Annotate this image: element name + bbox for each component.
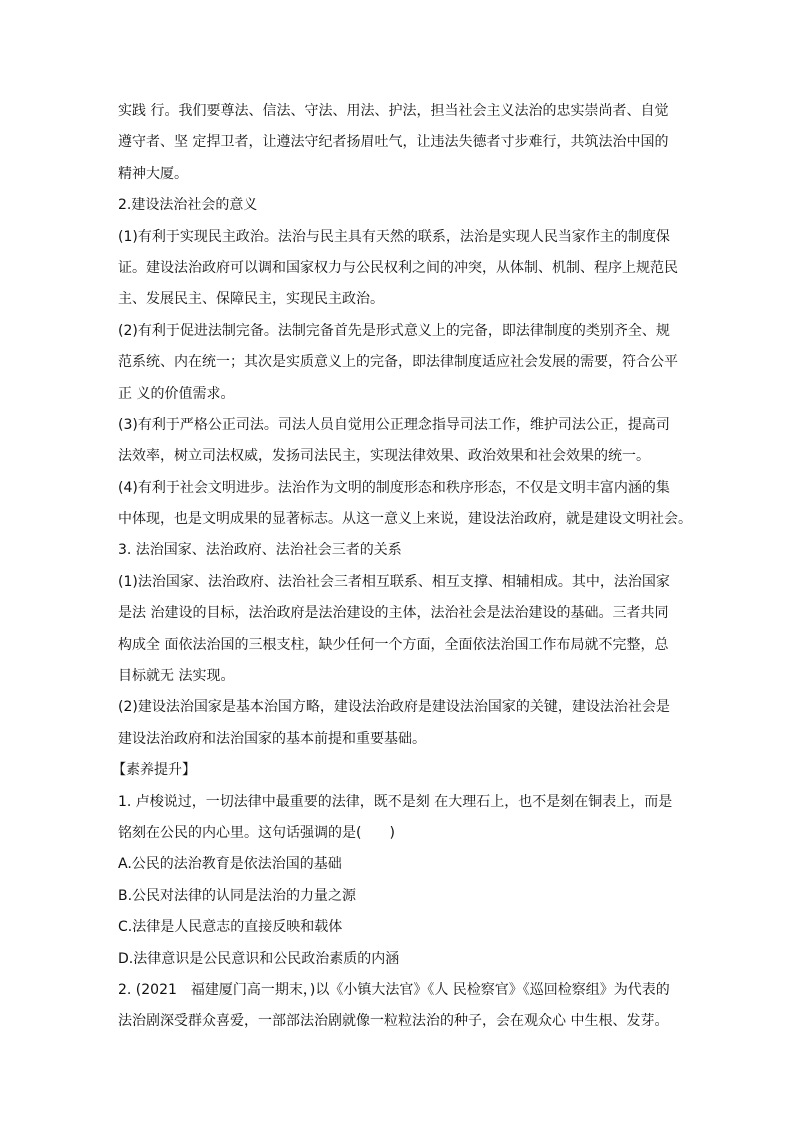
paragraph-line: (4)有利于社会文明进步。法治作为文明的制度形态和秩序形态，不仅是文明丰富内涵的集 [118,479,670,496]
paragraph-line: (1)有利于实现民主政治。法治与民主具有天然的联系，法治是实现人民当家作主的制度保 [118,228,670,245]
paragraph-line: 实践 行。我们要尊法、信法、守法、用法、护法，担当社会主义法治的忠实崇尚者、自觉 [118,103,669,119]
question-line: 2. (2021 福建厦门高一期末，)以《小镇大法官》《人 民检察官》《巡回检察组》为代表的 [118,981,670,998]
option-b: B.公民对法律的认同是法治的力量之源 [118,887,357,904]
paragraph-line: 中体现，也是文明成果的显著标志。从这一意义上来说，建设法治政府，就是建设文明社会。 [118,511,692,528]
paragraph-line: (3)有利于严格公正司法。司法人员自觉用公正理念指导司法工作，维护司法公正，提高司 [118,416,670,433]
paragraph-line: 目标就无 法实现。 [118,668,235,685]
paragraph-line: 主、发展民主、保障民主，实现民主政治。 [118,291,384,308]
paragraph-line: 证。建设法治政府可以调和国家权力与公民权利之间的冲突，从体制、机制、程序上规范民 [118,259,678,276]
paragraph-line: (2)建设法治国家是基本治国方略，建设法治政府是建设法治国家的关键，建设法治社会是 [118,699,670,716]
section-title-suyang-tisheng: 【素养提升】 [112,762,196,779]
question-line: 铭刻在公民的内心里。这句话强调的是( ) [118,824,395,841]
paragraph-line: 构成全 面依法治国的三根支柱，缺少任何一个方面，全面依法治国工作布局就不完整，总 [118,636,669,653]
paragraph-line: 法效率，树立司法权威，发扬司法民主，实现法律效果、政治效果和社会效果的统一。 [118,448,650,465]
section-heading: 2.建设法治社会的意义 [118,197,258,214]
document-body [112,96,692,1038]
paragraph-line: (1)法治国家、法治政府、法治社会三者相互联系、相互支撑、相辅相成。其中，法治国家 [118,573,670,590]
section-heading: 3. 法治国家、法治政府、法治社会三者的关系 [118,542,402,559]
paragraph-line: 范系统、内在统一；其次是实质意义上的完备，即法律制度适应社会发展的需要，符合公平 [118,354,678,371]
question-line: 法治剧深受群众喜爱，一部部法治剧就像一粒粒法治的种子，会在观众心 中生根、发芽。 [118,1013,669,1030]
option-d: D.法律意识是公民意识和公民政治素质的内涵 [118,950,400,967]
option-a: A.公民的法治教育是依法治国的基础 [118,856,342,873]
paragraph-line: 遵守者、坚 定捍卫者，让遵法守纪者扬眉吐气，让违法失德者寸步难行，共筑法治中国的 [118,134,669,151]
paragraph-line: 建设法治政府和法治国家的基本前提和重要基础。 [118,730,426,747]
paragraph-line: 是法 治建设的目标，法治政府是法治建设的主体，法治社会是法治建设的基础。三者共同 [118,605,669,622]
paragraph-line: 正 义的价值需求。 [118,385,235,402]
question-line: 1. 卢梭说过，一切法律中最重要的法律，既不是刻 在大理石上，也不是刻在铜表上，而是 [118,793,673,810]
paragraph-line: (2)有利于促进法制完备。法制完备首先是形式意义上的完备，即法律制度的类别齐全、规 [118,322,670,339]
paragraph-line: 精神大厦。 [118,165,188,182]
option-c: C.法律是人民意志的直接反映和载体 [118,919,343,936]
